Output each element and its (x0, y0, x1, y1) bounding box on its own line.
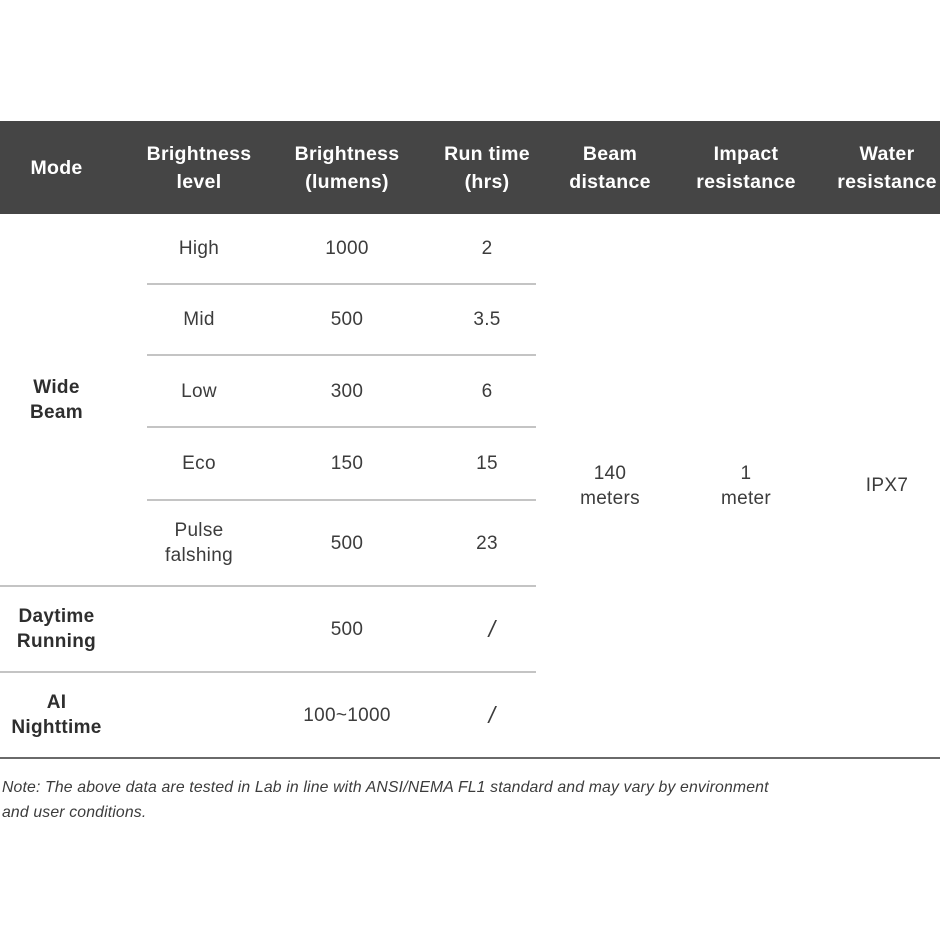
lumens-cell: 500 (330, 618, 364, 640)
lumens-cell: 500 (330, 309, 364, 330)
runtime-cell: 2 (481, 238, 493, 259)
runtime-cell: 15 (476, 452, 498, 474)
level-cell: Mid (183, 309, 215, 330)
lumens-cell: 150 (330, 452, 364, 474)
level-cell: High (178, 238, 220, 259)
spec-table (0, 121, 940, 759)
runtime-cell: / (488, 615, 496, 642)
mode-ai-nighttime: AI Nighttime (11, 691, 102, 738)
beam-distance-value: 140 meters (580, 462, 640, 509)
header-impact-resistance: Impact resistance (696, 142, 796, 193)
runtime-cell: 6 (481, 380, 493, 402)
runtime-cell: / (488, 701, 496, 728)
level-cell: Eco (182, 452, 216, 474)
header-beam-distance: Beam distance (569, 142, 651, 193)
lumens-cell: 1000 (325, 238, 369, 259)
runtime-cell: 23 (476, 532, 498, 554)
table-bottom-rule (0, 757, 940, 759)
impact-resistance-value: 1 meter (720, 462, 772, 509)
lumens-cell: 300 (330, 380, 364, 402)
header-run-time: Run time (hrs) (444, 142, 530, 193)
header-brightness-lumens: Brightness (lumens) (294, 142, 400, 193)
water-resistance-value: IPX7 (865, 475, 909, 496)
table-header (0, 121, 940, 214)
level-cell: Pulse falshing (165, 520, 233, 566)
header-water-resistance: Water resistance (837, 142, 937, 193)
header-brightness-level: Brightness level (146, 142, 252, 193)
footnote (2, 775, 938, 825)
footnote-line-1: Note: The above data are tested in Lab in line with ANSI/NEMA FL1 standard and may vary by environment (2, 779, 769, 796)
level-cell: Low (181, 380, 217, 402)
header-mode: Mode (30, 156, 83, 179)
lumens-cell: 100~1000 (303, 704, 391, 726)
runtime-cell: 3.5 (473, 309, 501, 330)
footnote-line-2: and user conditions. (2, 804, 147, 821)
lumens-cell: 500 (330, 532, 364, 554)
mode-wide-beam: Wide Beam (30, 376, 83, 423)
mode-daytime-running: Daytime Running (16, 605, 97, 652)
